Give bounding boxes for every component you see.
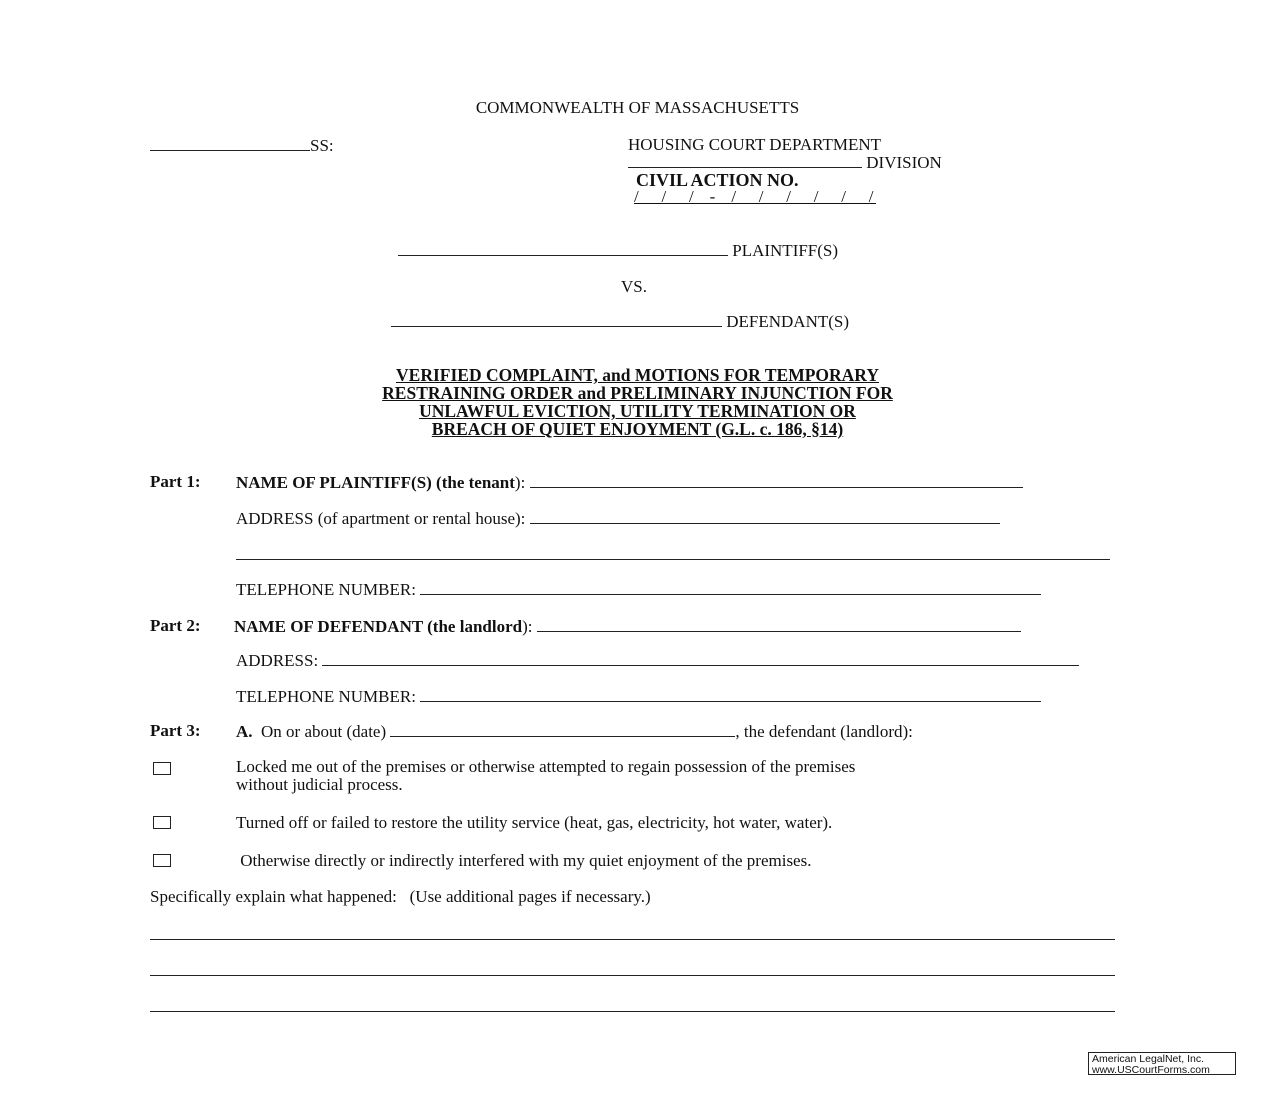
document-title-line: BREACH OF QUIET ENJOYMENT (G.L. c. 186, §14): [431, 419, 844, 439]
county-field[interactable]: [150, 135, 310, 151]
part2-label: Part 2:: [150, 616, 201, 635]
vs-label: VS.: [621, 277, 647, 296]
explanation-line[interactable]: [150, 975, 1115, 976]
plaintiff-name-label-tail: ):: [514, 473, 526, 492]
publisher-url: www.USCourtForms.com: [1092, 1064, 1210, 1076]
defendant-label: DEFENDANT(S): [726, 312, 850, 331]
utility-option: Turned off or failed to restore the utility service (heat, gas, electricity, hot water, water).: [236, 813, 833, 832]
plaintiff-name-label: NAME OF PLAINTIFF(S) (the tenant: [236, 473, 515, 492]
date-row: [236, 721, 913, 742]
county-line: [150, 135, 334, 156]
plaintiff-line: [398, 240, 838, 261]
document-title-line: RESTRAINING ORDER and PRELIMINARY INJUNCTION FOR: [382, 383, 893, 403]
publisher-name: American LegalNet, Inc.: [1092, 1053, 1205, 1065]
part1-label: Part 1:: [150, 472, 201, 491]
defendant-landlord-label: , the defendant (landlord):: [735, 722, 913, 741]
defendant-address-field[interactable]: [322, 650, 1079, 666]
defendant-phone-row: [236, 686, 1041, 707]
plaintiff-address-label: ADDRESS (of apartment or rental house):: [236, 509, 526, 528]
court-name: HOUSING COURT DEPARTMENT: [628, 135, 881, 154]
section-a-label: A.: [236, 722, 253, 741]
county-suffix: SS:: [310, 136, 334, 155]
part3-label: Part 3:: [150, 721, 201, 740]
plaintiff-name-row: [236, 472, 1023, 493]
plaintiff-phone-field[interactable]: [420, 579, 1041, 595]
defendant-field[interactable]: [391, 311, 722, 327]
lockout-text-2: without judicial process.: [236, 775, 403, 794]
division-field[interactable]: [628, 152, 862, 168]
plaintiff-field[interactable]: [398, 240, 728, 256]
quiet-enjoyment-option: Otherwise directly or indirectly interfered with my quiet enjoyment of the premises.: [236, 851, 812, 870]
defendant-phone-field[interactable]: [420, 686, 1041, 702]
quiet-enjoyment-checkbox[interactable]: [153, 854, 171, 867]
explanation-line[interactable]: [150, 1011, 1115, 1012]
plaintiff-label: PLAINTIFF(S): [732, 241, 839, 260]
document-title-line: UNLAWFUL EVICTION, UTILITY TERMINATION OR: [419, 401, 856, 421]
explain-label: Specifically explain what happened: (Use additional pages if necessary.): [150, 887, 651, 906]
division-label: DIVISION: [866, 153, 942, 172]
defendant-name-field[interactable]: [537, 616, 1021, 632]
defendant-name-label-tail: ):: [522, 617, 533, 636]
lockout-option: [236, 758, 855, 794]
defendant-phone-label: TELEPHONE NUMBER:: [236, 687, 416, 706]
defendant-name-label: NAME OF DEFENDANT (the landlord: [234, 617, 523, 636]
plaintiff-phone-row: [236, 579, 1041, 600]
docket-number-field[interactable]: / / / - / / / / / /: [634, 187, 876, 206]
plaintiff-phone-label: TELEPHONE NUMBER:: [236, 580, 416, 599]
defendant-address-row: [236, 650, 1079, 671]
document-title-line: VERIFIED COMPLAINT, and MOTIONS FOR TEMPORARY: [396, 365, 879, 385]
plaintiff-address-row: [236, 508, 1000, 529]
defendant-line: [391, 311, 849, 332]
plaintiff-name-field[interactable]: [530, 472, 1023, 488]
plaintiff-address-field[interactable]: [530, 508, 1000, 524]
utility-checkbox[interactable]: [153, 816, 171, 829]
civil-action-label: CIVIL ACTION NO.: [636, 170, 799, 190]
explanation-line[interactable]: [150, 939, 1115, 940]
lockout-checkbox[interactable]: [153, 762, 171, 775]
defendant-name-row: [234, 616, 1021, 637]
lockout-text: Locked me out of the premises or otherwise attempted to regain possession of the premises: [236, 757, 856, 776]
date-field[interactable]: [390, 721, 735, 737]
publisher-footer: [1088, 1052, 1236, 1075]
plaintiff-address-field-2[interactable]: [236, 559, 1110, 560]
defendant-address-label: ADDRESS:: [236, 651, 319, 670]
commonwealth-heading: COMMONWEALTH OF MASSACHUSETTS: [475, 98, 800, 117]
date-label: On or about (date): [261, 722, 387, 741]
